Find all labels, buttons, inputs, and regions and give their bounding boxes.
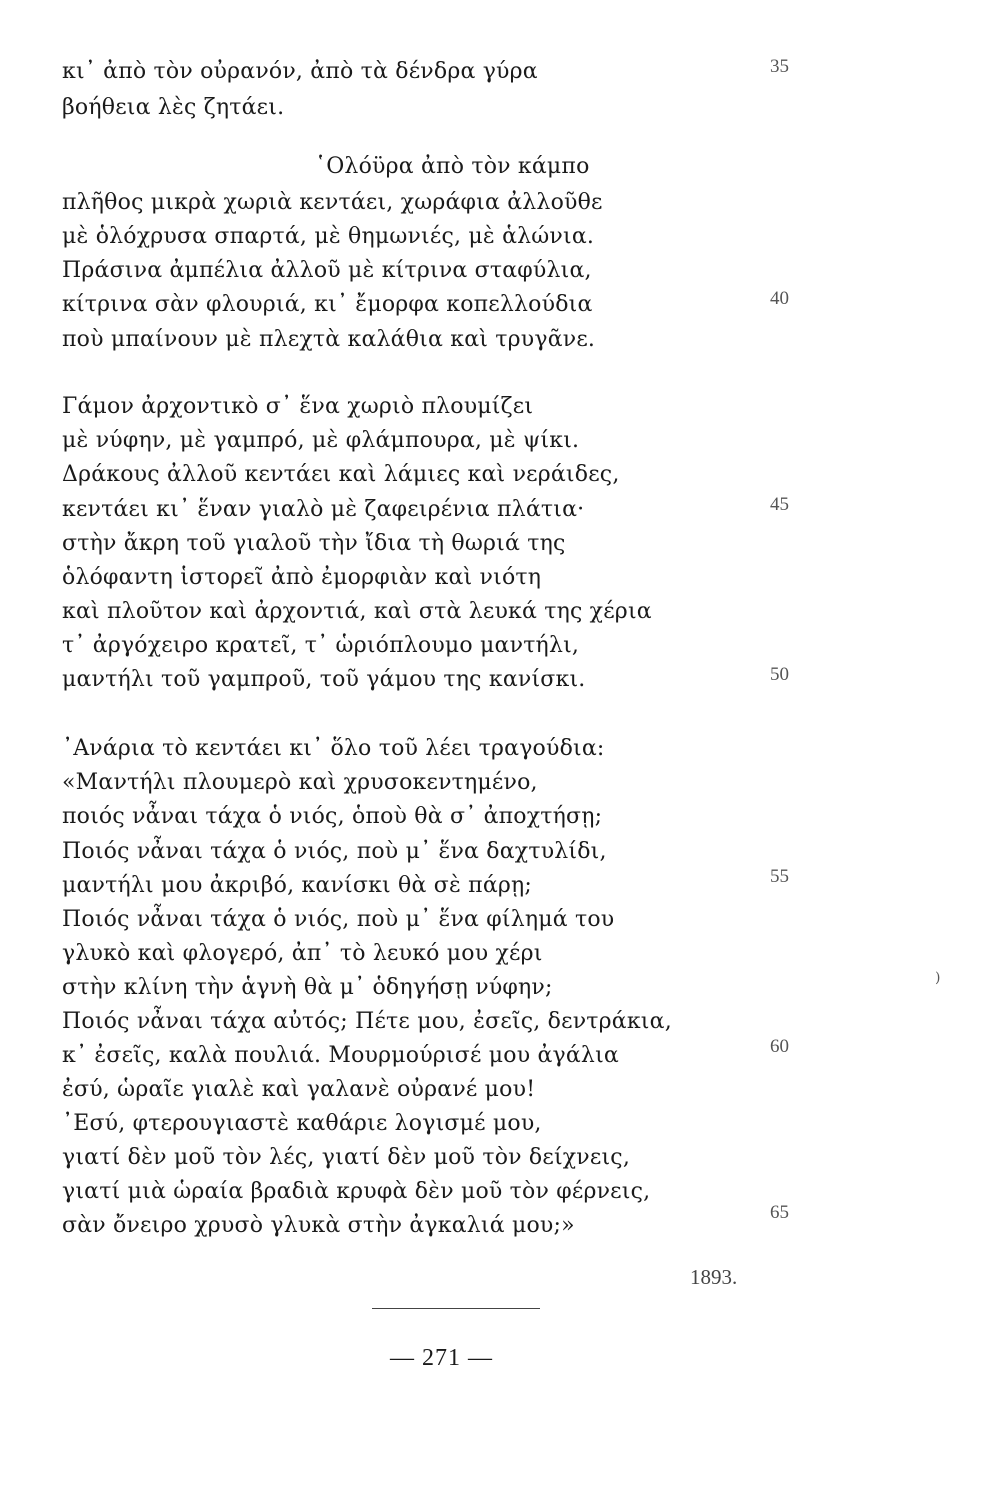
poem-line: καὶ πλοῦτον καὶ ἀρχοντιά, καὶ στὰ λευκά της χέρια	[62, 599, 652, 624]
poem-line: ὁλόφαντη ἱστορεῖ ἀπὸ ἐμορφιὰν καὶ νιότη	[62, 565, 542, 590]
poem-line: γλυκὸ καὶ φλογερό, ἀπ᾽ τὸ λευκό μου χέρι	[62, 941, 543, 966]
poem-line: βοήθεια λὲς ζητάει.	[62, 95, 285, 120]
poem-line: μαντήλι τοῦ γαμπροῦ, τοῦ γάμου της κανίσκι.	[62, 667, 586, 692]
line-number: 50	[770, 664, 789, 685]
poem-line: ᾽Εσύ, φτερουγιαστὲ καθάριε λογισμέ μου,	[62, 1111, 542, 1136]
page-number: — 271 —	[390, 1345, 493, 1371]
poem-line: ῾Ολόϋρα ἀπὸ τὸν κάμπο	[315, 154, 590, 179]
line-number: 35	[770, 56, 789, 77]
poem-line: «Μαντήλι πλουμερὸ καὶ χρυσοκεντημένο,	[62, 770, 538, 795]
poem-line: μὲ νύφην, μὲ γαμπρό, μὲ φλάμπουρα, μὲ ψίκι.	[62, 428, 580, 453]
poem-line: τ᾽ ἀργόχειρο κρατεῖ, τ᾽ ὡριόπλουμο μαντήλι,	[62, 633, 580, 658]
poem-line: πλῆθος μικρὰ χωριὰ κεντάει, χωράφια ἀλλοῦθε	[62, 190, 603, 215]
line-number: 40	[770, 288, 789, 309]
poem-line: κι᾽ ἀπὸ τὸν οὐρανόν, ἀπὸ τὰ δένδρα γύρα	[62, 59, 538, 84]
poem-line: ποιός νἆναι τάχα ὁ νιός, ὁποὺ θὰ σ᾽ ἀποχτήσῃ;	[62, 804, 603, 829]
poem-line: κεντάει κι᾽ ἕναν γιαλὸ μὲ ζαφειρένια πλάτια·	[62, 497, 585, 522]
poem-line: Πράσινα ἀμπέλια ἀλλοῦ μὲ κίτρινα σταφύλια,	[62, 258, 592, 283]
margin-mark: )	[935, 970, 941, 986]
poem-line: Γάμον ἀρχοντικὸ σ᾽ ἕνα χωριὸ πλουμίζει	[62, 394, 534, 419]
poem-line: Δράκους ἀλλοῦ κεντάει καὶ λάμιες καὶ νεράιδες,	[62, 462, 620, 487]
line-number: 65	[770, 1202, 789, 1223]
poem-line: Ποιός νἆναι τάχα ὁ νιός, ποὺ μ᾽ ἕνα δαχτυλίδι,	[62, 839, 607, 864]
line-number: 45	[770, 494, 789, 515]
poem-line: μὲ ὁλόχρυσα σπαρτά, μὲ θημωνιές, μὲ ἁλώνια.	[62, 224, 595, 249]
poem-line: ποὺ μπαίνουν μὲ πλεχτὰ καλάθια καὶ τρυγᾶνε.	[62, 327, 596, 352]
poem-line: γιατί μιὰ ὡραία βραδιὰ κρυφὰ δὲν μοῦ τὸν φέρνεις,	[62, 1179, 651, 1204]
footer-divider	[372, 1308, 540, 1309]
line-number: 55	[770, 866, 789, 887]
poem-line: στὴν κλίνη τὴν ἁγνὴ θὰ μ᾽ ὁδηγήσῃ νύφην;	[62, 975, 553, 1000]
poem-line: ἐσύ, ὡραῖε γιαλὲ καὶ γαλανὲ οὐρανέ μου!	[62, 1077, 536, 1102]
poem-line: γιατί δὲν μοῦ τὸν λές, γιατί δὲν μοῦ τὸν δείχνεις,	[62, 1145, 631, 1170]
poem-line: Ποιός νἆναι τάχα ὁ νιός, ποὺ μ᾽ ἕνα φίλημά του	[62, 907, 615, 932]
line-number: 60	[770, 1036, 789, 1057]
poem-line: κ᾽ ἐσεῖς, καλὰ πουλιά. Μουρμούρισέ μου ἀγάλια	[62, 1043, 619, 1068]
poem-line: σὰν ὄνειρο χρυσὸ γλυκὰ στὴν ἀγκαλιά μου;»	[62, 1213, 575, 1238]
poem-line: ᾽Ανάρια τὸ κεντάει κι᾽ ὅλο τοῦ λέει τραγούδια:	[62, 736, 605, 761]
poem-line: κίτρινα σὰν φλουριά, κι᾽ ἔμορφα κοπελλούδια	[62, 292, 593, 317]
poem-line: Ποιός νἆναι τάχα αὐτός; Πέτε μου, ἐσεῖς, δεντράκια,	[62, 1009, 672, 1034]
poem-line: μαντήλι μου ἀκριβό, κανίσκι θὰ σὲ πάρῃ;	[62, 873, 533, 898]
poem-line: στὴν ἄκρη τοῦ γιαλοῦ τὴν ἴδια τὴ θωριά της	[62, 531, 566, 556]
poem-date: 1893.	[690, 1265, 738, 1289]
